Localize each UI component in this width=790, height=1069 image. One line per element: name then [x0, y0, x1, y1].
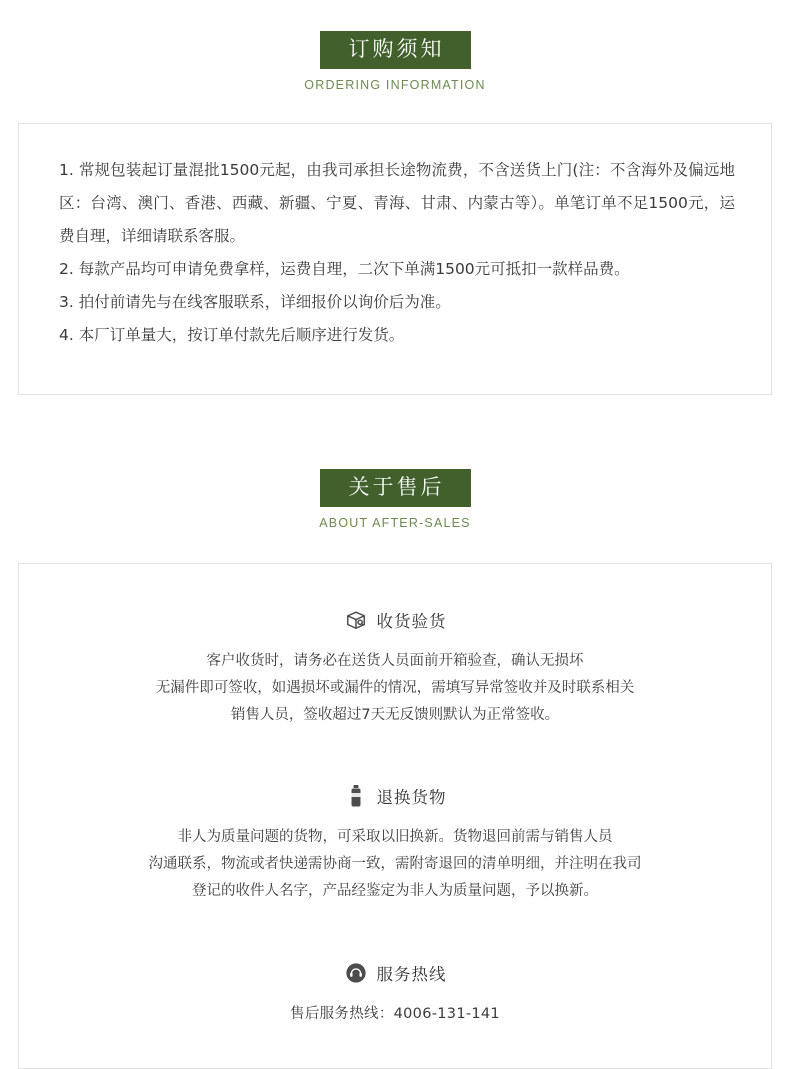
after-sales-section-header: [0, 469, 790, 530]
ordering-item-1: 1. 常规包装起订量混批1500元起，由我司承担长途物流费，不含送货上门(注：不含海外及偏远地区：台湾、澳门、香港、西藏、新疆、宁夏、青海、甘肃、内蒙古等）。单笔订单不足1500元，运费自理，详细请联系客服。: [59, 161, 735, 245]
ordering-item-2: 2. 每款产品均可申请免费拿样，运费自理，二次下单满1500元可抵扣一款样品费。: [59, 260, 630, 278]
returns-line-1: 非人为质量问题的货物，可采取以旧换新。货物退回前需与销售人员: [177, 829, 613, 846]
after-sales-subtitle: ABOUT AFTER-SALES: [319, 516, 471, 530]
headset-icon: [344, 961, 368, 985]
after-sales-block-returns: [49, 784, 741, 904]
hotline-title-row: [49, 961, 741, 985]
after-sales-box: [18, 563, 772, 1069]
returns-body: [49, 824, 741, 904]
receiving-line-1: 客户收货时，请务必在送货人员面前开箱验查，确认无损坏: [206, 653, 584, 669]
hotline-body: [49, 1001, 741, 1028]
receiving-title-row: [49, 608, 741, 632]
ordering-item-3: 3. 拍付前请先与在线客服联系，详细报价以询价后为准。: [59, 293, 451, 311]
receiving-body: [49, 648, 741, 728]
returns-title: 退换货物: [376, 788, 447, 808]
ordering-section-header: [0, 0, 790, 92]
returns-line-2: 沟通联系，物流或者快递需协商一致，需附寄退回的清单明细，并注明在我司: [148, 856, 642, 873]
receiving-title: 收货验货: [376, 612, 447, 631]
returns-title-row: [49, 784, 741, 808]
after-sales-block-receiving: [49, 608, 741, 728]
spacer-1: [49, 762, 741, 784]
bottle-icon: [344, 784, 368, 808]
spacer-2: [49, 939, 741, 961]
after-sales-title-badge: 关于售后: [320, 469, 471, 507]
ordering-title-badge: 订购须知: [320, 31, 471, 69]
ordering-subtitle: ORDERING INFORMATION: [304, 78, 486, 92]
receiving-line-2: 无漏件即可签收，如遇损坏或漏件的情况，需填写异常签收并及时联系相关: [155, 679, 635, 696]
package-box-icon: [344, 608, 368, 632]
ordering-info-box: [18, 123, 772, 395]
ordering-item-4: 4. 本厂订单量大，按订单付款先后顺序进行发货。: [59, 326, 405, 344]
receiving-line-3: 销售人员，签收超过7天无反馈则默认为正常签收。: [230, 706, 560, 723]
hotline-title: 服务热线: [376, 964, 447, 984]
hotline-number: 售后服务热线：4006-131-141: [290, 1005, 500, 1022]
after-sales-block-hotline: [49, 961, 741, 1028]
returns-line-3: 登记的收件人名字，产品经鉴定为非人为质量问题，予以换新。: [192, 883, 598, 900]
